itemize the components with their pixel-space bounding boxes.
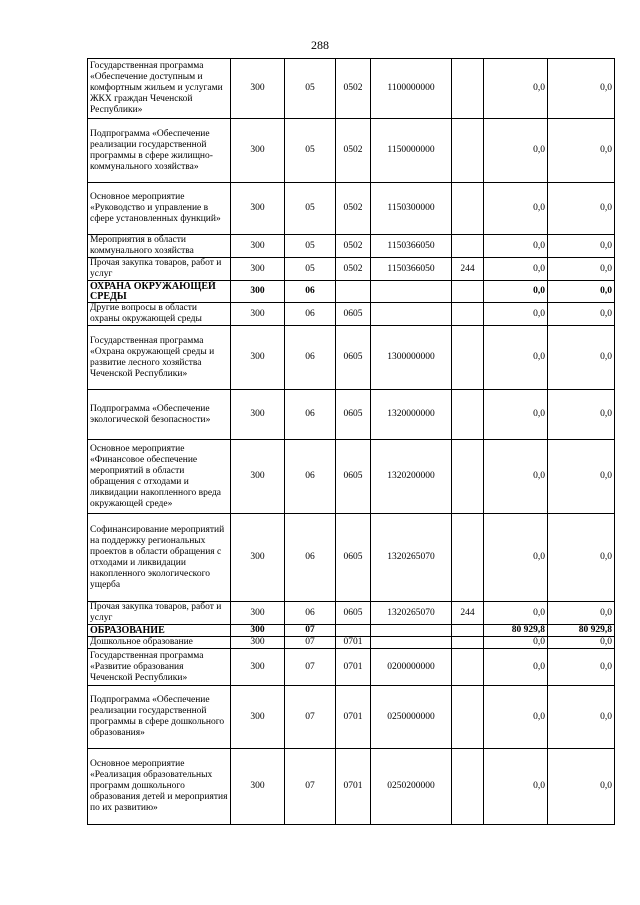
table-row xyxy=(88,390,615,440)
cell-csr: 1320000000 xyxy=(371,390,452,440)
cell-vr xyxy=(452,514,484,602)
cell-ved: 300 xyxy=(231,390,285,440)
cell-name: Подпрограмма «Обеспечение реализации государственной программы в сфере жилищно-коммунального хозяйства» xyxy=(88,119,231,183)
table-row xyxy=(88,637,615,649)
cell-name: Основное мероприятие «Реализация образовательных программ дошкольного образования детей и мероприятия по их развитию» xyxy=(88,749,231,825)
cell-ved: 300 xyxy=(231,281,285,303)
cell-name: Подпрограмма «Обеспечение экологической безопасности» xyxy=(88,390,231,440)
cell-pr: 0502 xyxy=(336,183,371,235)
cell-csr xyxy=(371,303,452,326)
cell-pr: 0605 xyxy=(336,326,371,390)
cell-sum-1: 0,0 xyxy=(484,649,548,686)
cell-ved: 300 xyxy=(231,649,285,686)
cell-pr xyxy=(336,625,371,637)
cell-ved: 300 xyxy=(231,637,285,649)
cell-rz: 07 xyxy=(285,637,336,649)
table-row xyxy=(88,303,615,326)
cell-sum-2: 0,0 xyxy=(548,326,615,390)
cell-vr: 244 xyxy=(452,258,484,281)
cell-rz: 05 xyxy=(285,258,336,281)
cell-sum-2: 0,0 xyxy=(548,749,615,825)
cell-sum-1: 0,0 xyxy=(484,440,548,514)
cell-name: Мероприятия в области коммунального хозяйства xyxy=(88,235,231,258)
cell-sum-1: 0,0 xyxy=(484,602,548,625)
cell-pr: 0701 xyxy=(336,637,371,649)
cell-pr: 0502 xyxy=(336,258,371,281)
cell-name: Другие вопросы в области охраны окружающей среды xyxy=(88,303,231,326)
cell-vr xyxy=(452,749,484,825)
table-row xyxy=(88,258,615,281)
cell-sum-1: 0,0 xyxy=(484,514,548,602)
cell-name: Основное мероприятие «Финансовое обеспечение мероприятий в области обращения с отходами и ликвидации накопленного вреда окружающей среде» xyxy=(88,440,231,514)
cell-csr: 1320265070 xyxy=(371,514,452,602)
cell-vr xyxy=(452,686,484,749)
table-row xyxy=(88,649,615,686)
cell-rz: 06 xyxy=(285,326,336,390)
cell-ved: 300 xyxy=(231,303,285,326)
cell-name: Прочая закупка товаров, работ и услуг xyxy=(88,258,231,281)
cell-sum-1: 0,0 xyxy=(484,390,548,440)
cell-sum-2: 0,0 xyxy=(548,602,615,625)
cell-vr xyxy=(452,649,484,686)
table-row xyxy=(88,59,615,119)
cell-vr xyxy=(452,440,484,514)
cell-pr: 0605 xyxy=(336,602,371,625)
table-row xyxy=(88,281,615,303)
cell-rz: 06 xyxy=(285,390,336,440)
cell-pr: 0701 xyxy=(336,649,371,686)
table-row xyxy=(88,625,615,637)
cell-pr: 0701 xyxy=(336,686,371,749)
cell-ved: 300 xyxy=(231,440,285,514)
cell-sum-2: 0,0 xyxy=(548,59,615,119)
cell-sum-1: 0,0 xyxy=(484,303,548,326)
cell-name: Прочая закупка товаров, работ и услуг xyxy=(88,602,231,625)
cell-name: Дошкольное образование xyxy=(88,637,231,649)
cell-name: ОХРАНА ОКРУЖАЮЩЕЙ СРЕДЫ xyxy=(88,281,231,303)
cell-sum-1: 80 929,8 xyxy=(484,625,548,637)
cell-rz: 07 xyxy=(285,686,336,749)
cell-sum-2: 0,0 xyxy=(548,440,615,514)
cell-sum-1: 0,0 xyxy=(484,119,548,183)
cell-ved: 300 xyxy=(231,625,285,637)
cell-pr: 0605 xyxy=(336,303,371,326)
table-row xyxy=(88,440,615,514)
cell-name: Государственная программа «Охрана окружающей среды и развитие лесного хозяйства Чеченской Республики» xyxy=(88,326,231,390)
cell-vr xyxy=(452,183,484,235)
cell-sum-2: 0,0 xyxy=(548,119,615,183)
cell-csr: 1150300000 xyxy=(371,183,452,235)
table-row xyxy=(88,602,615,625)
cell-name: Подпрограмма «Обеспечение реализации государственной программы в сфере дошкольного образования» xyxy=(88,686,231,749)
cell-ved: 300 xyxy=(231,686,285,749)
cell-rz: 05 xyxy=(285,183,336,235)
cell-rz: 06 xyxy=(285,281,336,303)
cell-sum-1: 0,0 xyxy=(484,686,548,749)
table-row xyxy=(88,119,615,183)
cell-ved: 300 xyxy=(231,59,285,119)
cell-ved: 300 xyxy=(231,326,285,390)
cell-csr: 1320200000 xyxy=(371,440,452,514)
cell-vr xyxy=(452,281,484,303)
cell-sum-1: 0,0 xyxy=(484,637,548,649)
cell-vr xyxy=(452,390,484,440)
cell-csr: 1320265070 xyxy=(371,602,452,625)
cell-rz: 07 xyxy=(285,649,336,686)
table-row xyxy=(88,235,615,258)
cell-sum-1: 0,0 xyxy=(484,326,548,390)
cell-rz: 06 xyxy=(285,602,336,625)
cell-rz: 05 xyxy=(285,235,336,258)
cell-sum-2: 0,0 xyxy=(548,514,615,602)
cell-ved: 300 xyxy=(231,183,285,235)
cell-vr xyxy=(452,637,484,649)
table-row xyxy=(88,749,615,825)
cell-rz: 05 xyxy=(285,119,336,183)
cell-rz: 06 xyxy=(285,303,336,326)
cell-ved: 300 xyxy=(231,119,285,183)
cell-sum-1: 0,0 xyxy=(484,59,548,119)
cell-sum-2: 0,0 xyxy=(548,235,615,258)
cell-sum-2: 0,0 xyxy=(548,258,615,281)
cell-name: Государственная программа «Обеспечение доступным и комфортным жильем и услугами ЖКХ граждан Чеченской Республики» xyxy=(88,59,231,119)
cell-name: Государственная программа «Развитие образования Чеченской Республики» xyxy=(88,649,231,686)
cell-pr: 0605 xyxy=(336,390,371,440)
cell-pr xyxy=(336,281,371,303)
cell-sum-2: 0,0 xyxy=(548,637,615,649)
cell-csr: 0200000000 xyxy=(371,649,452,686)
cell-sum-2: 0,0 xyxy=(548,686,615,749)
cell-csr: 1300000000 xyxy=(371,326,452,390)
cell-pr: 0605 xyxy=(336,440,371,514)
budget-table xyxy=(87,58,615,825)
cell-vr xyxy=(452,235,484,258)
cell-ved: 300 xyxy=(231,258,285,281)
cell-ved: 300 xyxy=(231,235,285,258)
cell-csr: 0250000000 xyxy=(371,686,452,749)
cell-csr: 1150366050 xyxy=(371,258,452,281)
cell-csr: 0250200000 xyxy=(371,749,452,825)
cell-name: Софинансирование мероприятий на поддержку региональных проектов в области обращения с отходами и ликвидации накопленного экологического ущерба xyxy=(88,514,231,602)
cell-csr xyxy=(371,625,452,637)
cell-ved: 300 xyxy=(231,602,285,625)
table-row xyxy=(88,686,615,749)
cell-pr: 0502 xyxy=(336,119,371,183)
table-row xyxy=(88,514,615,602)
cell-rz: 07 xyxy=(285,749,336,825)
cell-vr: 244 xyxy=(452,602,484,625)
cell-vr xyxy=(452,59,484,119)
cell-csr xyxy=(371,281,452,303)
cell-csr xyxy=(371,637,452,649)
cell-sum-2: 80 929,8 xyxy=(548,625,615,637)
cell-csr: 1150366050 xyxy=(371,235,452,258)
cell-sum-2: 0,0 xyxy=(548,649,615,686)
cell-vr xyxy=(452,119,484,183)
cell-rz: 07 xyxy=(285,625,336,637)
cell-ved: 300 xyxy=(231,514,285,602)
cell-name: ОБРАЗОВАНИЕ xyxy=(88,625,231,637)
cell-rz: 05 xyxy=(285,59,336,119)
table-row xyxy=(88,326,615,390)
cell-rz: 06 xyxy=(285,514,336,602)
cell-vr xyxy=(452,303,484,326)
cell-sum-1: 0,0 xyxy=(484,749,548,825)
cell-name: Основное мероприятие «Руководство и управление в сфере установленных функций» xyxy=(88,183,231,235)
cell-rz: 06 xyxy=(285,440,336,514)
cell-sum-1: 0,0 xyxy=(484,235,548,258)
page-number: 288 xyxy=(311,38,329,52)
cell-sum-1: 0,0 xyxy=(484,281,548,303)
cell-sum-2: 0,0 xyxy=(548,390,615,440)
cell-pr: 0502 xyxy=(336,59,371,119)
cell-vr xyxy=(452,326,484,390)
table-row xyxy=(88,183,615,235)
cell-pr: 0605 xyxy=(336,514,371,602)
cell-sum-1: 0,0 xyxy=(484,183,548,235)
cell-csr: 1100000000 xyxy=(371,59,452,119)
cell-pr: 0701 xyxy=(336,749,371,825)
cell-pr: 0502 xyxy=(336,235,371,258)
cell-csr: 1150000000 xyxy=(371,119,452,183)
cell-sum-1: 0,0 xyxy=(484,258,548,281)
cell-ved: 300 xyxy=(231,749,285,825)
table-body xyxy=(88,59,615,825)
cell-sum-2: 0,0 xyxy=(548,303,615,326)
cell-vr xyxy=(452,625,484,637)
cell-sum-2: 0,0 xyxy=(548,183,615,235)
cell-sum-2: 0,0 xyxy=(548,281,615,303)
